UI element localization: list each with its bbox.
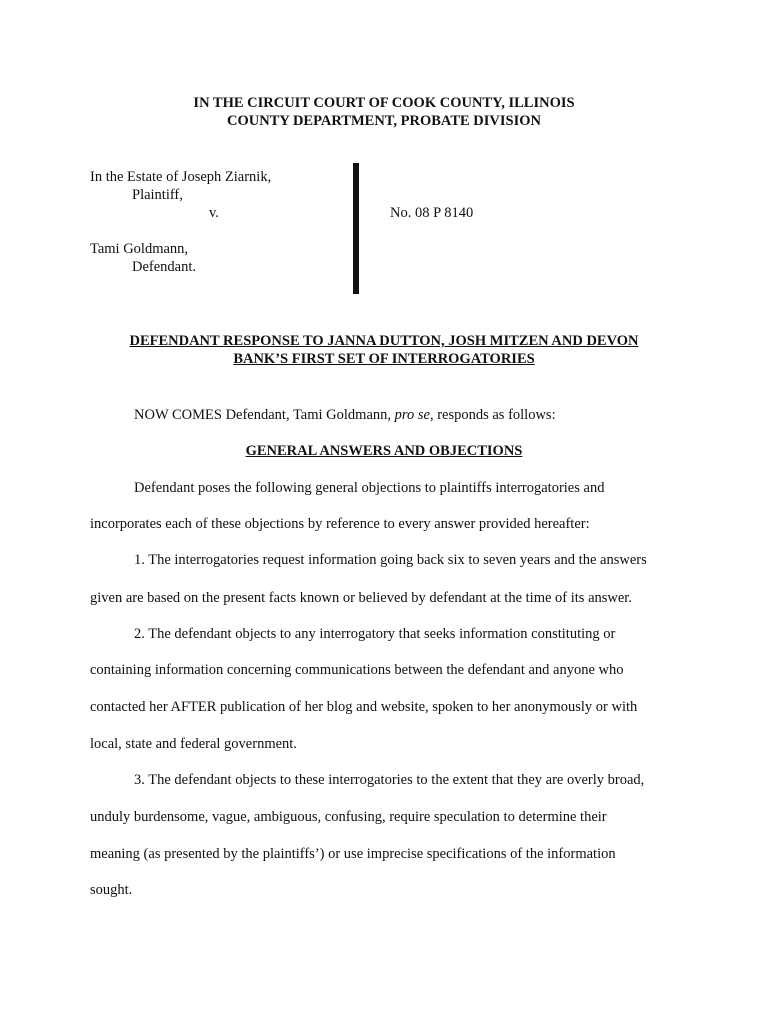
- body-line: 2. The defendant objects to any interrogatory that seeks information constituting or: [134, 626, 616, 642]
- estate-line: In the Estate of Joseph Ziarnik,: [90, 169, 272, 185]
- caption-divider: [353, 163, 359, 294]
- body-line: Defendant poses the following general objections to plaintiffs interrogatories and: [134, 480, 605, 496]
- body-line: given are based on the present facts known or believed by defendant at the time of its answer.: [90, 590, 632, 606]
- body-line: meaning (as presented by the plaintiffs’) or use imprecise specifications of the information: [90, 846, 616, 862]
- defendant-role: Defendant.: [132, 259, 197, 275]
- versus-label: v.: [209, 205, 219, 221]
- body-line: contacted her AFTER publication of her blog and website, spoken to her anonymously or with: [90, 699, 638, 715]
- body-line: 3. The defendant objects to these interrogatories to the extent that they are overly broad,: [134, 772, 645, 788]
- court-name: IN THE CIRCUIT COURT OF COOK COUNTY, ILLINOIS: [193, 95, 575, 111]
- body-line: 1. The interrogatories request information going back six to seven years and the answers: [134, 552, 647, 568]
- defendant-name: Tami Goldmann,: [90, 241, 189, 257]
- body-line: local, state and federal government.: [90, 736, 297, 752]
- body-line: unduly burdensome, vague, ambiguous, confusing, require speculation to determine their: [90, 809, 607, 825]
- court-division: COUNTY DEPARTMENT, PROBATE DIVISION: [227, 113, 541, 129]
- case-number: No. 08 P 8140: [390, 205, 474, 221]
- intro-paragraph: [134, 407, 556, 424]
- intro-suffix: , responds as follows:: [429, 407, 556, 423]
- plaintiff-role: Plaintiff,: [132, 187, 183, 203]
- body-line: sought.: [90, 882, 133, 898]
- document-title-line1: DEFENDANT RESPONSE TO JANNA DUTTON, JOSH MITZEN AND DEVON: [129, 333, 639, 349]
- body-line: containing information concerning communications between the defendant and anyone who: [90, 662, 624, 678]
- intro-pro-se: pro se: [394, 407, 430, 423]
- intro-prefix: NOW COMES Defendant, Tami Goldmann,: [134, 407, 395, 423]
- section-heading: GENERAL ANSWERS AND OBJECTIONS: [245, 443, 523, 459]
- body-line: incorporates each of these objections by reference to every answer provided hereafter:: [90, 516, 590, 532]
- document-title-line2: BANK’S FIRST SET OF INTERROGATORIES: [233, 351, 535, 367]
